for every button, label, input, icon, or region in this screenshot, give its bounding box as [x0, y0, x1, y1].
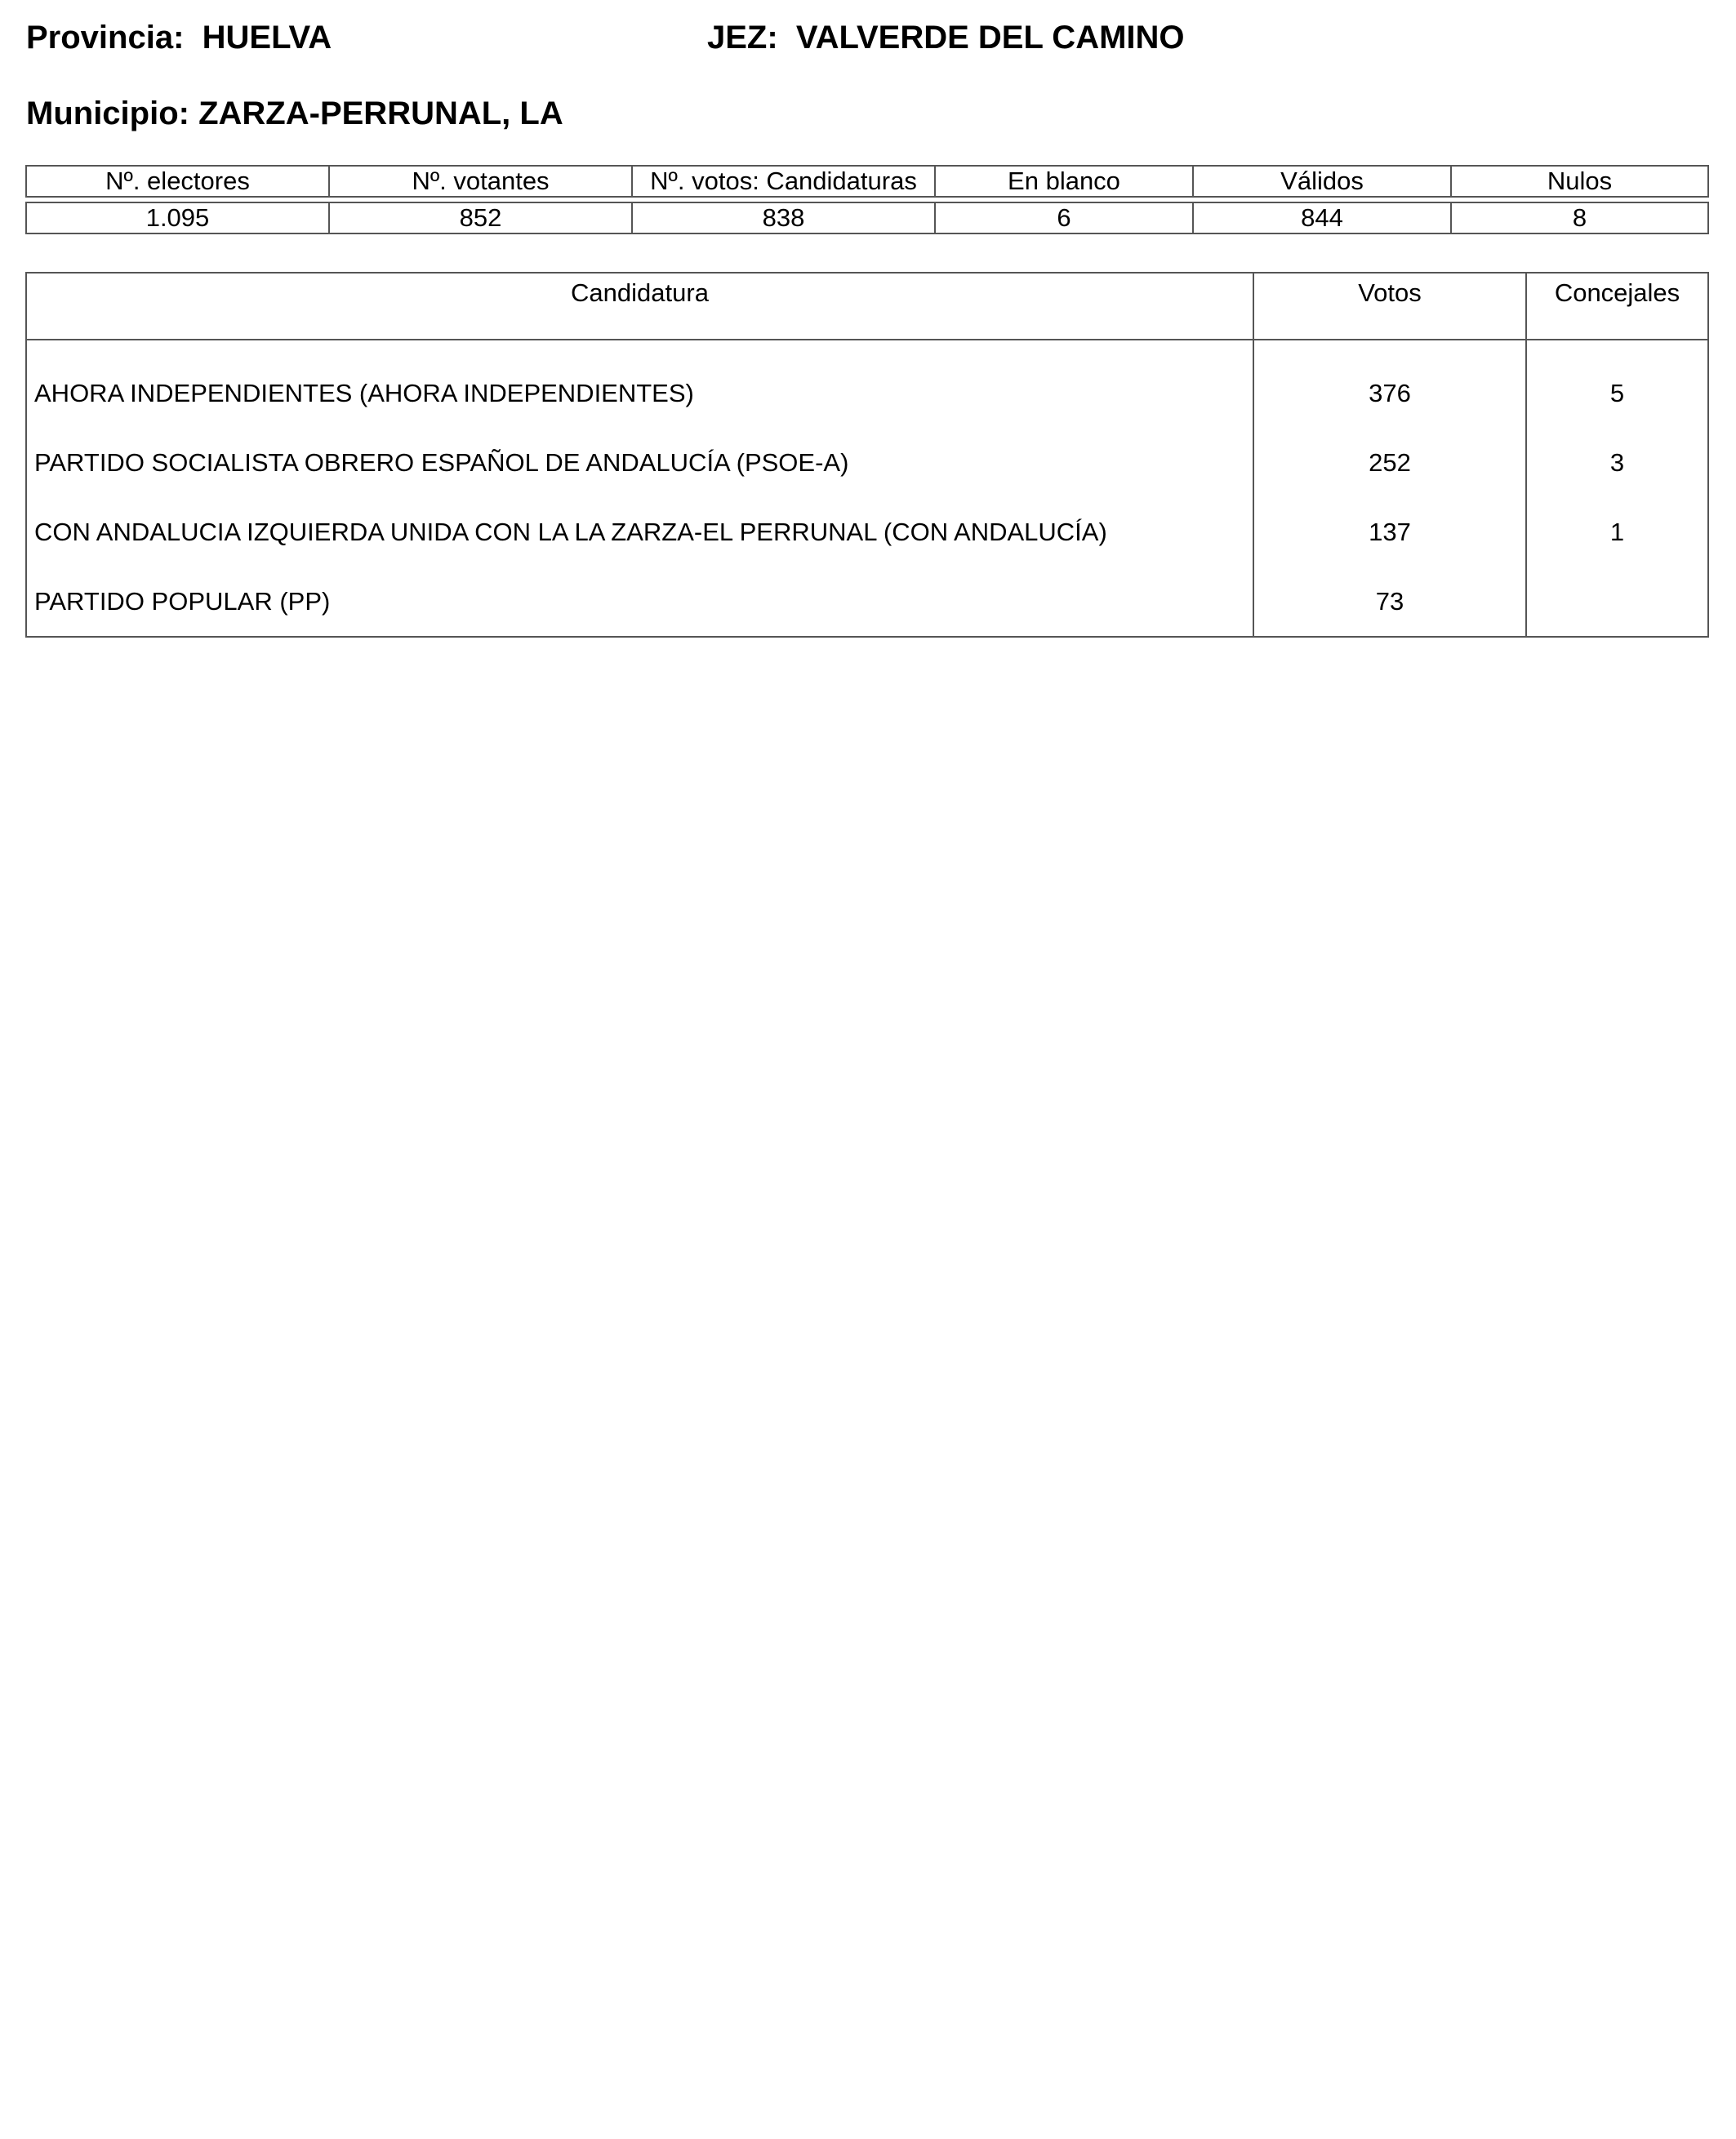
- results-table: [25, 272, 1709, 638]
- candidatura-votos: 376: [1253, 340, 1526, 428]
- municipio-label: Municipio:: [26, 96, 189, 131]
- header-votos-candidaturas: Nº. votos: Candidaturas: [632, 166, 935, 197]
- header-votos: Votos: [1253, 273, 1526, 340]
- table-row: [26, 340, 1708, 428]
- summary-table: [25, 165, 1709, 234]
- municipio-heading: [26, 97, 563, 130]
- jez-value: VALVERDE DEL CAMINO: [795, 20, 1185, 56]
- header-electores: Nº. electores: [26, 166, 329, 197]
- value-electores: 1.095: [26, 202, 329, 233]
- header-concejales: Concejales: [1526, 273, 1708, 340]
- summary-spacer: [26, 197, 1708, 202]
- jez-heading: [707, 21, 1185, 54]
- candidatura-name: PARTIDO SOCIALISTA OBRERO ESPAÑOL DE ANDALUCÍA (PSOE-A): [26, 428, 1253, 497]
- candidatura-name: CON ANDALUCIA IZQUIERDA UNIDA CON LA LA ZARZA-EL PERRUNAL (CON ANDALUCÍA): [26, 497, 1253, 567]
- header-votantes: Nº. votantes: [329, 166, 632, 197]
- table-row: [26, 567, 1708, 637]
- header-en-blanco: En blanco: [935, 166, 1193, 197]
- summary-header-row: [26, 166, 1708, 197]
- candidatura-concejales: 1: [1526, 497, 1708, 567]
- candidatura-votos: 137: [1253, 497, 1526, 567]
- value-votos-candidaturas: 838: [632, 202, 935, 233]
- candidatura-name: PARTIDO POPULAR (PP): [26, 567, 1253, 637]
- candidatura-votos: 73: [1253, 567, 1526, 637]
- provincia-heading: [26, 21, 332, 54]
- summary-value-row: [26, 202, 1708, 233]
- jez-label: JEZ:: [707, 20, 778, 56]
- provincia-value: HUELVA: [202, 20, 332, 56]
- provincia-label: Provincia:: [26, 20, 185, 56]
- candidatura-concejales: 5: [1526, 340, 1708, 428]
- table-row: [26, 428, 1708, 497]
- candidatura-name: AHORA INDEPENDIENTES (AHORA INDEPENDIENTES): [26, 340, 1253, 428]
- candidatura-votos: 252: [1253, 428, 1526, 497]
- candidatura-concejales: [1526, 567, 1708, 637]
- value-validos: 844: [1193, 202, 1451, 233]
- value-en-blanco: 6: [935, 202, 1193, 233]
- candidatura-concejales: 3: [1526, 428, 1708, 497]
- header-validos: Válidos: [1193, 166, 1451, 197]
- header-candidatura: Candidatura: [26, 273, 1253, 340]
- value-votantes: 852: [329, 202, 632, 233]
- results-header-row: [26, 273, 1708, 340]
- value-nulos: 8: [1451, 202, 1708, 233]
- header-nulos: Nulos: [1451, 166, 1708, 197]
- table-row: [26, 497, 1708, 567]
- municipio-value: ZARZA-PERRUNAL, LA: [198, 96, 563, 131]
